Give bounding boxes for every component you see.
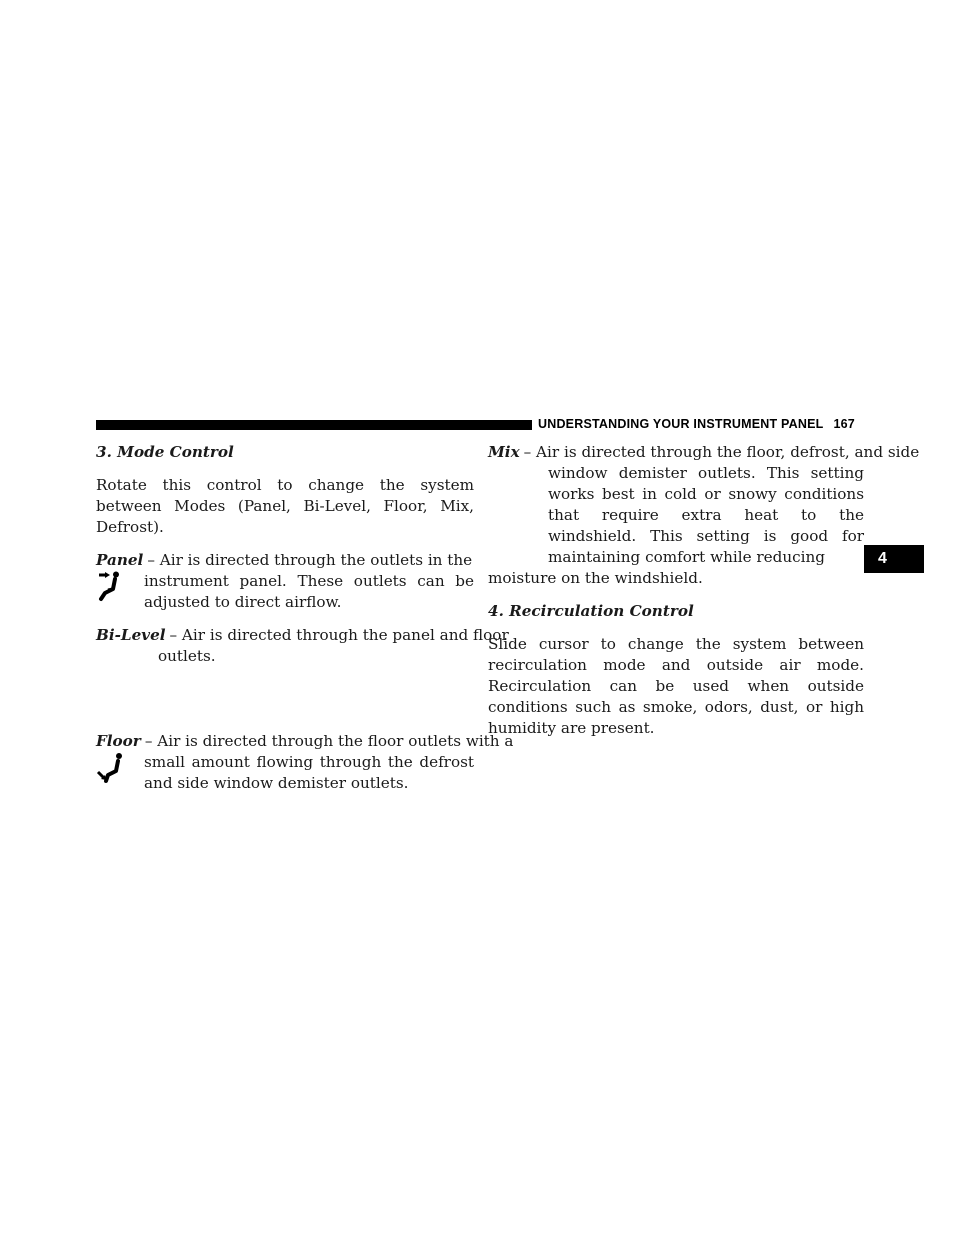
floor-mode-icon	[96, 752, 144, 794]
entry-panel-body	[96, 571, 474, 613]
term-mix: Mix	[488, 443, 520, 461]
header-rule	[96, 420, 532, 430]
entry-mix-rest: window demister outlets. This setting works best in cold or snowy conditions that require extra heat to the windshield. This setting is good for maintaining comfort while reducing	[548, 464, 864, 566]
term-bilevel: Bi-Level	[96, 626, 166, 644]
section-heading-mode-control: 3. Mode Control	[96, 443, 234, 461]
entry-mix-head	[488, 442, 920, 463]
term-floor: Floor	[96, 732, 141, 750]
entry-bilevel	[96, 625, 509, 667]
entry-panel-rest: instrument panel. These outlets can be adjusted to direct airflow.	[144, 572, 474, 611]
entry-floor-rest: small amount flowing through the defrost and side window demister outlets.	[144, 753, 474, 792]
chapter-tab: 4	[864, 545, 924, 573]
term-panel: Panel	[96, 551, 144, 569]
entry-mix	[488, 442, 920, 589]
recirculation-paragraph: Slide cursor to change the system between recirculation mode and outside air mode. Recirculation can be used when outside conditions such as smoke, odors, dust, or high humidity are present.	[488, 635, 864, 737]
panel-mode-icon	[96, 571, 144, 613]
entry-panel	[96, 550, 474, 613]
section-heading-recirculation: 4. Recirculation Control	[488, 602, 694, 620]
entry-bilevel-rest: outlets.	[158, 647, 216, 665]
right-column	[488, 442, 920, 751]
entry-floor	[96, 731, 514, 794]
mode-control-intro: Rotate this control to change the system between Modes (Panel, Bi-Level, Floor, Mix, Defrost).	[96, 476, 474, 536]
entry-bilevel-first-line: – Air is directed through the panel and floor	[169, 626, 509, 644]
entry-mix-tail: moisture on the windshield.	[488, 569, 703, 587]
entry-floor-first-line: – Air is directed through the floor outlets with a	[144, 732, 514, 750]
entry-mix-first-line: – Air is directed through the floor, defrost, and side	[523, 443, 920, 461]
page-number: 167	[833, 417, 855, 431]
running-header	[538, 417, 855, 431]
header-title: UNDERSTANDING YOUR INSTRUMENT PANEL	[538, 417, 824, 431]
entry-bilevel-head	[96, 625, 509, 646]
entry-panel-first-line: – Air is directed through the outlets in the	[147, 551, 473, 569]
entry-panel-head	[96, 550, 474, 571]
left-column	[96, 442, 514, 806]
entry-floor-head	[96, 731, 514, 752]
entry-floor-body	[96, 752, 474, 794]
